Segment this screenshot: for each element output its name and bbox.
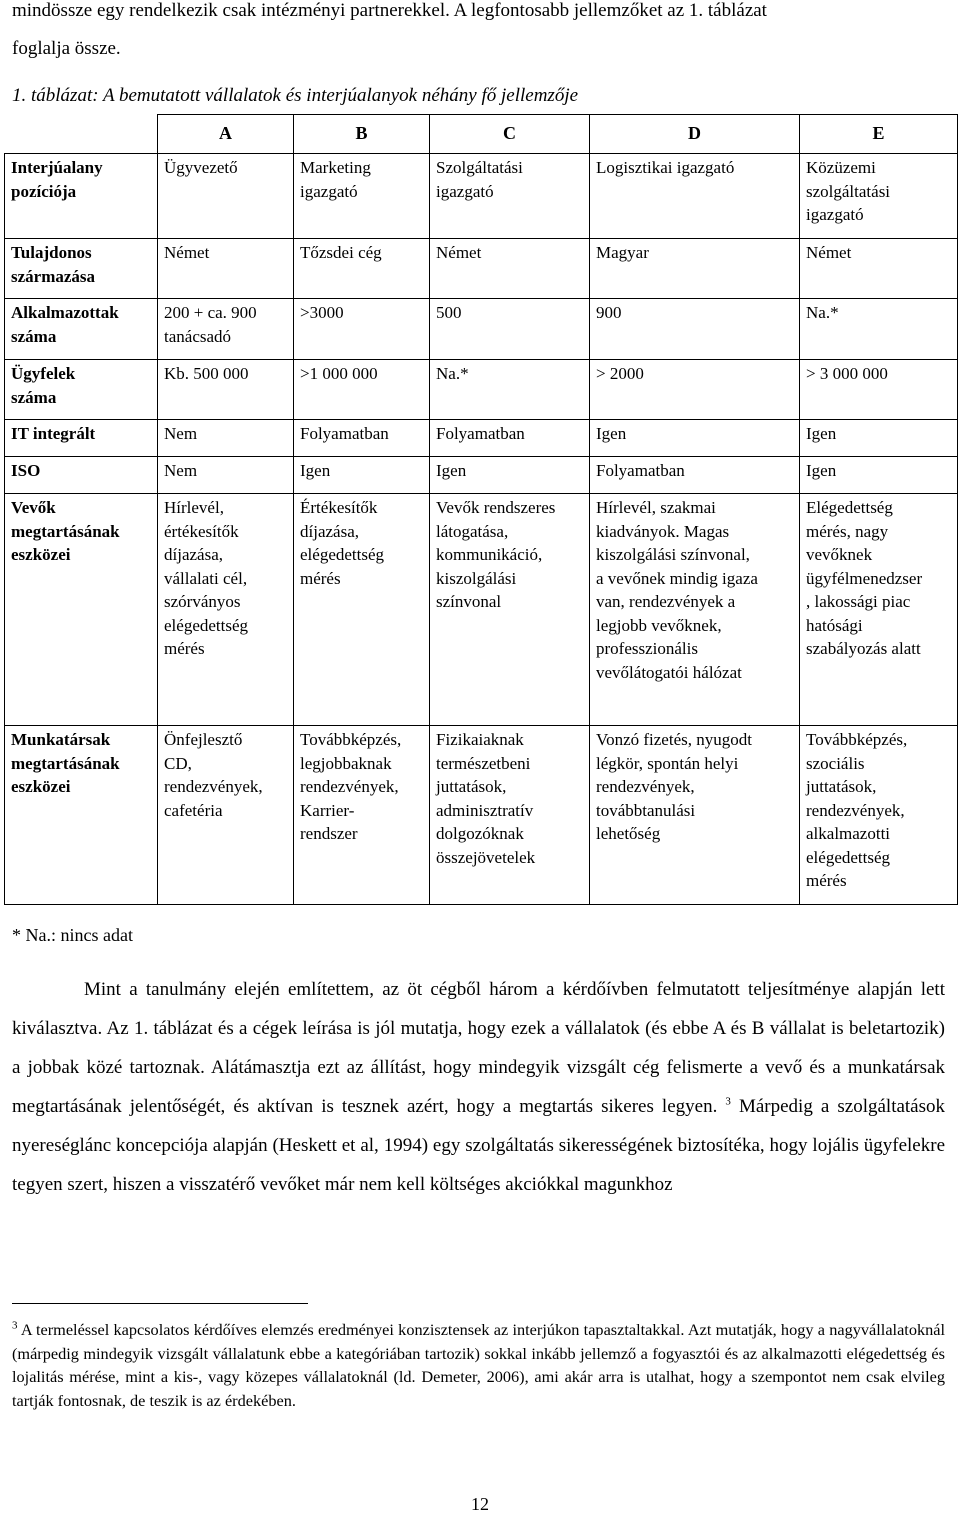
footnote (12, 1318, 945, 1412)
row-label: Vevők megtartásának eszközei (5, 494, 158, 726)
table-cell: > 2000 (590, 360, 800, 420)
table-cell: Értékesítők díjazása, elégedettség mérés (294, 494, 430, 726)
table-cell: Közüzemi szolgáltatási igazgató (800, 154, 958, 239)
table-cell: Továbbképzés, szociális juttatások, rendezvények, alkalmazotti elégedettség mérés (800, 726, 958, 905)
header-col-e: E (800, 115, 958, 154)
table-row (5, 299, 958, 360)
table-cell: Folyamatban (590, 457, 800, 494)
row-label: Tulajdonos származása (5, 239, 158, 299)
table-cell: Ügyvezető (158, 154, 294, 239)
row-label: Munkatársak megtartásának eszközei (5, 726, 158, 905)
table-cell: 900 (590, 299, 800, 360)
intro-line-2: foglalja össze. (12, 38, 121, 59)
table-cell: >1 000 000 (294, 360, 430, 420)
page-number: 12 (471, 1494, 489, 1514)
table-cell: Igen (590, 420, 800, 457)
table-row (5, 420, 958, 457)
table-row (5, 239, 958, 299)
table-cell: Igen (294, 457, 430, 494)
footnote-mark: 3 (12, 1319, 18, 1332)
footnote-reference: 3 (725, 1095, 731, 1108)
table-cell: Nem (158, 457, 294, 494)
table-row (5, 360, 958, 420)
table-row (5, 457, 958, 494)
companies-table (4, 114, 958, 905)
table-cell: Magyar (590, 239, 800, 299)
table-cell: Hírlevél, értékesítők díjazása, vállalati cél, szórványos elégedettség mérés (158, 494, 294, 726)
table-cell: Igen (800, 457, 958, 494)
table-cell: Továbbképzés, legjobbaknak rendezvények, Karrier- rendszer (294, 726, 430, 905)
table-cell: > 3 000 000 (800, 360, 958, 420)
table-cell: Folyamatban (294, 420, 430, 457)
row-label: Alkalmazottak száma (5, 299, 158, 360)
row-label: Ügyfelek száma (5, 360, 158, 420)
table-cell: Önfejlesztő CD, rendezvények, cafetéria (158, 726, 294, 905)
header-col-a: A (158, 115, 294, 154)
table-cell: Igen (430, 457, 590, 494)
paragraph-text-1: Mint a tanulmány elején említettem, az öt cégből három a kérdőívben felmutatott teljesítménye alapján lett kiválasztva. Az 1. táblázat és a cégek leírása is jól mutatja, hogy ezek a vállalatok (és ebbe A és B vállalat is beletartozik) a jobbak közé tartoznak. Alátámasztja ezt az állítást, hogy mindegyik vizsgált cég felismerte a vevő és a munkatársak megtartásának jelentőségét, és aktívan is tesznek azért, hogy a megtartás sikeres legyen. (12, 979, 945, 1117)
table-cell: Vevők rendszeres látogatása, kommunikáció, kiszolgálási színvonal (430, 494, 590, 726)
table-cell: Tőzsdei cég (294, 239, 430, 299)
table-cell: Német (430, 239, 590, 299)
header-empty-cell (5, 115, 158, 154)
header-col-b: B (294, 115, 430, 154)
table-note: * Na.: nincs adat (12, 925, 133, 945)
table-cell: Szolgáltatási igazgató (430, 154, 590, 239)
table-cell: Fizikaiaknak természetbeni juttatások, adminisztratív dolgozóknak összejövetelek (430, 726, 590, 905)
table-cell: Igen (800, 420, 958, 457)
row-label: ISO (5, 457, 158, 494)
table-cell: Na.* (430, 360, 590, 420)
body-paragraph (12, 970, 945, 1204)
footnote-text: A termeléssel kapcsolatos kérdőíves elemzés eredményei konzisztensek az interjúkon tapasztaltakkal. Azt mutatják, hogy a nagyvállalatoknál (márpedig mindegyik vizsgált vállalatunk ebbe a kategóriában tartozik) sokkal inkább jellemző a fogyasztói és az alkalmazotti elégedettség és lojalitás mérése, mint a kis-, vagy közepes vállalatoknál (ld. Demeter, 2006), ami akár arra is utalhat, hogy a szempontot nem csak elvileg tartják fontosnak, de teszik is az érdekében. (12, 1320, 945, 1410)
table-row (5, 494, 958, 726)
table-cell: Marketing igazgató (294, 154, 430, 239)
table-cell: Logisztikai igazgató (590, 154, 800, 239)
table-row (5, 726, 958, 905)
table-cell: Kb. 500 000 (158, 360, 294, 420)
footnote-separator (12, 1303, 308, 1304)
header-col-d: D (590, 115, 800, 154)
header-col-c: C (430, 115, 590, 154)
intro-line-1: mindössze egy rendelkezik csak intézményi partnerekkel. A legfontosabb jellemzőket az 1. táblázat (12, 0, 767, 21)
row-label: Interjúalany pozíciója (5, 154, 158, 239)
table-cell: Folyamatban (430, 420, 590, 457)
table-cell: Na.* (800, 299, 958, 360)
table-cell: Vonzó fizetés, nyugodt légkör, spontán helyi rendezvények, továbbtanulási lehetőség (590, 726, 800, 905)
table-cell: 200 + ca. 900 tanácsadó (158, 299, 294, 360)
row-label: IT integrált (5, 420, 158, 457)
table-header-row (5, 115, 958, 154)
paragraph-text-2: Márpedig a szolgáltatások nyereséglánc koncepciója alapján (Heskett et al, 1994) egy szolgáltatás sikerességének biztosítéka, hogy lojális ügyfelekre tegyen szert, hiszen a visszatérő vevőket már nem kell költséges akciókkal magunkhoz (12, 1096, 946, 1195)
table-cell: Német (158, 239, 294, 299)
table-caption: 1. táblázat: A bemutatott vállalatok és interjúalanyok néhány fő jellemzője (12, 85, 579, 106)
table-cell: Hírlevél, szakmai kiadványok. Magas kiszolgálási színvonal, a vevőnek mindig igaza van, rendezvények a legjobb vevőknek, professzionális vevőlátogatói hálózat (590, 494, 800, 726)
table-row (5, 154, 958, 239)
table-cell: >3000 (294, 299, 430, 360)
table-cell: Német (800, 239, 958, 299)
table-cell: Elégedettség mérés, nagy vevőknek ügyfélmenedzser , lakossági piac hatósági szabályozás alatt (800, 494, 958, 726)
table-cell: Nem (158, 420, 294, 457)
table-cell: 500 (430, 299, 590, 360)
